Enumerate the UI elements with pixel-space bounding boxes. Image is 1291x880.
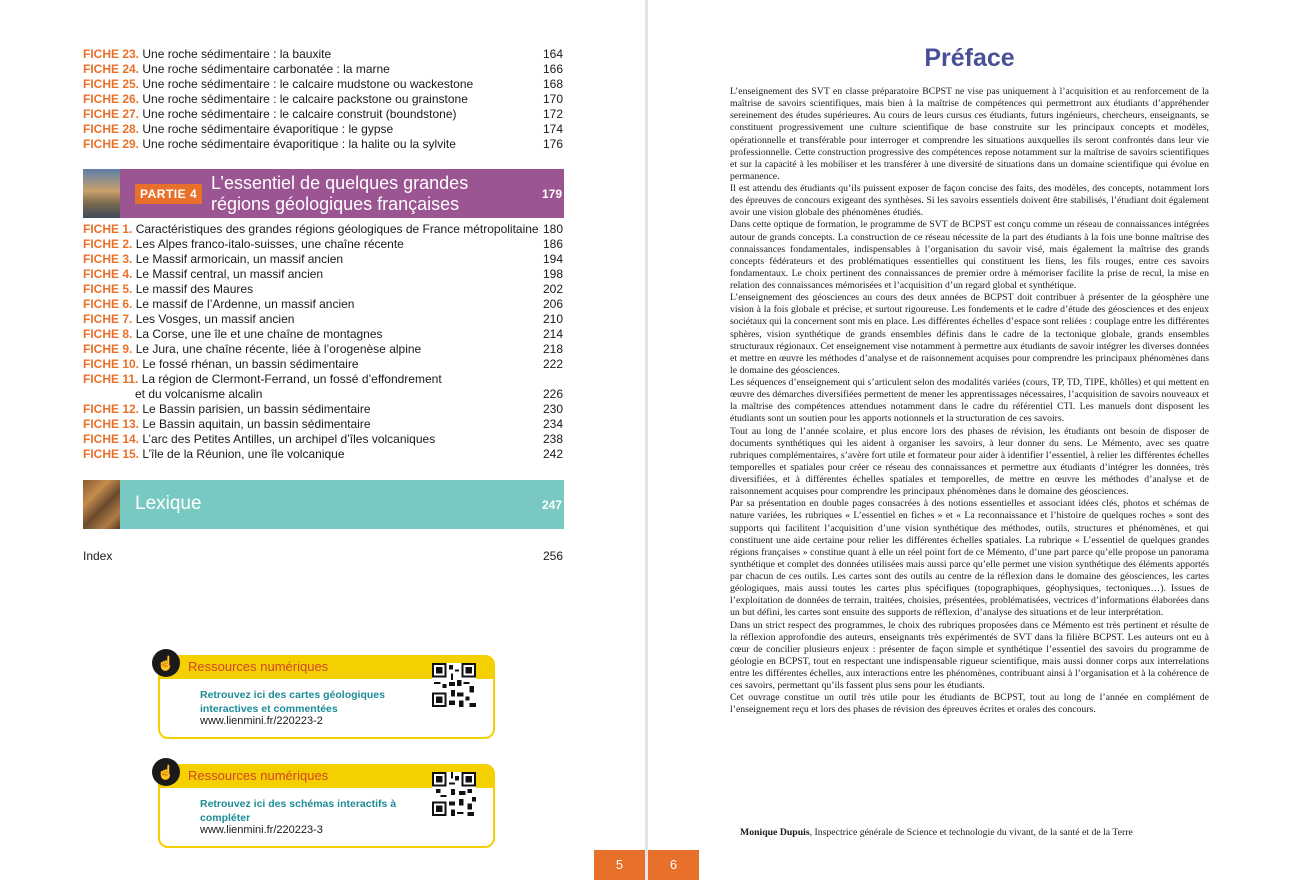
click-hand-icon: ☝ [152, 758, 180, 786]
fiche-title: La Corse, une île et une chaîne de montagnes [135, 327, 383, 341]
fiche-label: FICHE 14. [83, 432, 140, 446]
lexique-title: Lexique [135, 493, 202, 514]
fiche-title: Le massif des Maures [135, 282, 254, 296]
page-number: 234 [542, 417, 563, 431]
preface-paragraph: Tout au long de l’année scolaire, et plus encore lors des phases de révision, les étudiants ont besoin de disposer de documents synthétiques qui les aident à organiser les savoirs, à leur donner du sens. Le Mémento, avec ses quatre rubriques complémentaires, s’avère fort utile et formateur pour aider à identifier l’essentiel, à relier les différentes échelles temporelles et spatiales pour créer ce réseau des connaissances et permettre aux étudiants d’intégrer les données, très diversifiées, et à différentes échelles spatiales et temporelles, de mettre en œuvre les méthodes d’analyse et de raisonnement acquises pour comprendre les principaux phénomènes dans le domaine des géosciences. [730, 425, 1209, 498]
preface-paragraph: Par sa présentation en double pages consacrées à des notions essentielles et associant idées clés, photos et schémas de nature variées, les rubriques « L’essentiel en fiches » et « La reconnaissance et l’histoire de quelques roches » sont des supports qui facilitent l’acquisition d’une vision synthétique des méthodes, outils, structures et phénomènes, et qui constituent une aide certaine pour relier les différentes échelles spatiales. La rubrique « L’essentiel de quelques grandes régions françaises » constitue quant à elle un réel point fort de ce Mémento, d’une part parce qu’elle propose un panorama synthétique et complet des données utilisées mais aussi parce qu’elle permet une vision synthétique des éléments apportés par chacun de ces outils. Les cartes sont des outils au centre de la réflexion dans le domaine des géosciences, les cartes géologiques, mais aussi toutes les cartes plus spécifiques (topographiques, géophysiques, tectoniques…). Issues de l’exploitation de données de terrain, traitées, choisies, présentées, problématisées, vectrices d’informations élaborées dans un but défini, les cartes sont ensuite des supports de réflexion, d’analyse des situations et de leur interprétation. [730, 498, 1209, 619]
page-number: 174 [542, 122, 563, 136]
toc-row[interactable] [83, 222, 563, 237]
fiche-title: L’île de la Réunion, une île volcanique [142, 447, 345, 461]
fiche-title: Une roche sédimentaire évaporitique : le gypse [142, 122, 394, 136]
fiche-label: FICHE 4. [83, 267, 133, 281]
fiche-title: Une roche sédimentaire : la bauxite [142, 47, 332, 61]
fiche-label: FICHE 24. [83, 62, 140, 76]
preface-signature [740, 827, 1220, 839]
part-4-thumbnail-image [83, 169, 120, 218]
toc-row[interactable] [83, 107, 563, 122]
click-hand-icon: ☝ [152, 649, 180, 677]
fiche-title: Une roche sédimentaire : le calcaire mudstone ou wackestone [142, 77, 474, 91]
fiche-label: FICHE 6. [83, 297, 133, 311]
right-page [648, 0, 1291, 880]
fiche-title: L’arc des Petites Antilles, un archipel d’îles volcaniques [142, 432, 436, 446]
page-number: 218 [542, 342, 563, 356]
index-page-number: 256 [542, 549, 563, 563]
page-number: 194 [542, 252, 563, 266]
page-number: 164 [542, 47, 563, 61]
page-number: 186 [542, 237, 563, 251]
toc-row[interactable] [83, 252, 563, 267]
qr-code-icon[interactable] [432, 663, 476, 707]
preface-paragraph: Dans un strict respect des programmes, le choix des rubriques proposées dans ce Mémento est très pertinent et résulte de la réflexion approfondie des auteurs, enseignants très expérimentés de SVT dans la filière BCPST. Les auteurs ont eu à cœur de concilier plusieurs enjeux : présenter de façon simple et synthétique l’essentiel des savoirs du programme de géologie en BCPST, tout en respectant une indispensable rigueur scientifique, mais aussi donner corps aux interrelations entre les différentes échelles, aux interactions entre les phénomènes, contribuant ainsi à l’organisation et à la cohérence de ces savoirs, permettant qu’ils fassent plus sens pour les étudiants. [730, 619, 1209, 692]
toc-row[interactable] [83, 237, 563, 252]
toc-row[interactable] [83, 77, 563, 92]
fiche-label: FICHE 2. [83, 237, 133, 251]
fiche-title: La région de Clermont-Ferrand, un fossé d’effondrement [141, 372, 442, 386]
fiche-title: Une roche sédimentaire carbonatée : la marne [142, 62, 390, 76]
toc-row[interactable] [83, 357, 563, 372]
resource-heading: Ressources numériques [188, 768, 329, 783]
part-tag: PARTIE 4 [135, 184, 202, 204]
fiche-title: Les Alpes franco-italo-suisses, une chaîne récente [135, 237, 404, 251]
preface-title: Préface [924, 44, 1015, 72]
fiche-label: FICHE 10. [83, 357, 140, 371]
page-number: 202 [542, 282, 563, 296]
page-number: 230 [542, 402, 563, 416]
fiche-title: Le Bassin parisien, un bassin sédimentaire [142, 402, 371, 416]
resource-description: Retrouvez ici des schémas interactifs à compléter [200, 798, 397, 824]
fiche-label: FICHE 26. [83, 92, 140, 106]
toc-row[interactable] [83, 312, 563, 327]
digital-resource-box[interactable] [158, 764, 495, 848]
preface-paragraph: Cet ouvrage constitue un outil très utile pour les étudiants de BCPST, tout au long de l’année en complément de l’enseignement reçu et lors des phases de révision des épreuves écrites et orales des concours. [730, 692, 1209, 716]
lexique-page-number: 247 [541, 498, 562, 512]
page-number: 206 [542, 297, 563, 311]
index-title: Index [83, 549, 113, 563]
resource-link[interactable]: www.lienmini.fr/220223-3 [200, 824, 323, 836]
preface-body [730, 86, 1209, 717]
toc-list-part4 [83, 222, 563, 462]
toc-row[interactable] [83, 432, 563, 447]
signature-role: , Inspectrice générale de Science et technologie du vivant, de la santé et de la Terre [809, 827, 1133, 838]
page-number: 168 [542, 77, 563, 91]
part-title: L’essentiel de quelques grandes régions géologiques françaises [211, 173, 469, 214]
preface-paragraph: L’enseignement des géosciences au cours des deux années de BCPST doit contribuer à présenter de la géosphère une vision à la fois globale et précise, et surtout rigoureuse. Les fondements et le cadre d’étude des géosciences et des enjeux sociétaux qui la concernent sont mis en place. Les différentes échelles d’espace sont reliées : couplage entre les différentes sphères, vision synthétique de grands ensembles définis dans le cadre de la tectonique globale, grands ensembles structuraux régionaux. Cet enseignement vise notamment à permettre aux étudiants de savoir intégrer les diverses données et mettre en œuvre les méthodes d’analyse et de raisonnement acquises pour comprendre les principaux phénomènes dans le domaine des géosciences. [730, 292, 1209, 376]
fiche-title: Le Jura, une chaîne récente, liée à l’orogenèse alpine [135, 342, 422, 356]
fiche-label: FICHE 7. [83, 312, 133, 326]
toc-row[interactable] [83, 327, 563, 342]
fiche-label: FICHE 11. [83, 372, 139, 386]
part-page-number: 179 [541, 187, 562, 201]
fiche-title: Une roche sédimentaire : le calcaire packstone ou grainstone [142, 92, 468, 106]
page-number: 214 [542, 327, 563, 341]
fiche-label: FICHE 29. [83, 137, 140, 151]
toc-row[interactable] [83, 297, 563, 312]
toc-row[interactable] [83, 92, 563, 107]
fiche-label: FICHE 9. [83, 342, 133, 356]
toc-list-part3 [83, 47, 563, 152]
resource-heading: Ressources numériques [188, 659, 329, 674]
page-number: 176 [542, 137, 563, 151]
page-number: 172 [542, 107, 563, 121]
preface-paragraph: L’enseignement des SVT en classe préparatoire BCPST ne vise pas uniquement à l’acquisition et au renforcement de la maîtrise de savoirs scientifiques, mais bien à la maîtrise de compétences qui permettront aux étudiants d’appréhender sereinement des études supérieures. Au cours de leurs cursus ces étudiants, futurs ingénieurs, chercheurs, enseignants, se constituent progressivement une culture scientifique de base construite sur les principaux concepts et modèles, opérationnelle et transférable pour interroger et comprendre les situations auxquelles ils seront confrontés dans leur vie professionnelle. Cette construction progressive des compétences repose notamment sur la maîtrise de savoirs scientifiques et sur la capacité à les mobiliser et les transférer à une diversité de situations dans un domaine scientifique qui évolue en permanence. [730, 86, 1209, 182]
fiche-label: FICHE 1. [83, 222, 133, 236]
fiche-label: FICHE 27. [83, 107, 140, 121]
preface-paragraph: Les séquences d’enseignement qui s’articulent selon des modalités variées (cours, TP, TD, TIPE, khôlles) et qui mettent en œuvre des démarches diversifiées permettent de mener les apprentissages nécessaires, l’acquisition de savoirs nouveaux et la maîtrise des compétences attendues notamment dans le cadre du référentiel CTI. Les manuels dont disposent les étudiants sont un soutien pour les apports notionnels et la structuration de ces savoirs. [730, 377, 1209, 425]
page-number: 210 [542, 312, 563, 326]
fiche-title: Caractéristiques des grandes régions géologiques de France métropolitaine [135, 222, 539, 236]
toc-row[interactable] [83, 47, 563, 62]
toc-row[interactable] [83, 447, 563, 462]
fiche-label: FICHE 5. [83, 282, 133, 296]
toc-row[interactable] [83, 342, 563, 357]
page-number: 238 [542, 432, 563, 446]
fiche-label: FICHE 3. [83, 252, 133, 266]
lexique-thumbnail-image [83, 480, 120, 529]
page-number: 226 [542, 387, 563, 401]
fiche-title: Le fossé rhénan, un bassin sédimentaire [142, 357, 359, 371]
toc-row[interactable] [83, 122, 563, 137]
page-number-right: 6 [648, 850, 699, 880]
fiche-label: FICHE 8. [83, 327, 133, 341]
toc-row[interactable] [83, 267, 563, 282]
fiche-title-line2: et du volcanisme alcalin [135, 387, 263, 401]
page-number: 180 [542, 222, 563, 236]
page-number-left: 5 [594, 850, 645, 880]
index-row[interactable] [83, 549, 563, 564]
fiche-label: FICHE 25. [83, 77, 140, 91]
lexique-banner[interactable] [83, 480, 564, 529]
page-number: 166 [542, 62, 563, 76]
preface-paragraph: Dans cette optique de formation, le programme de SVT de BCPST est conçu comme un réseau de connaissances intégrées autour de grands concepts. La construction de ce réseau nécessite de la part des étudiants à la fois une bonne maîtrise des connaissances fondamentales, indispensables à l’organisation du savoir visé, mais également la maîtrise des grands concepts fédérateurs et des problématiques essentielles qui constituent les liens, les fils rouges, entre ces savoirs fondamentaux. Le choix pertinent des connaissances de premier ordre à mémoriser facilite la prise de recul, la mise en relation des connaissances mémorisées et l’acquisition d’un regard global et synthétique. [730, 219, 1209, 291]
page-number: 198 [542, 267, 563, 281]
toc-row[interactable] [83, 372, 563, 402]
preface-paragraph: Il est attendu des étudiants qu’ils puissent exposer de façon concise des faits, des modèles, des concepts, notamment lors des épreuves de concours exigeant des synthèses. Si les savoirs essentiels doivent être stabilisés, l’étudiant doit également avoir une vision globale des phénomènes étudiés. [730, 183, 1209, 219]
fiche-label: FICHE 12. [83, 402, 140, 416]
page-number: 222 [542, 357, 563, 371]
toc-row[interactable] [83, 282, 563, 297]
fiche-title: Les Vosges, un massif ancien [135, 312, 295, 326]
signature-name: Monique Dupuis [740, 827, 810, 838]
toc-row[interactable] [83, 402, 563, 417]
left-page [0, 0, 645, 880]
fiche-title: Le Massif armoricain, un massif ancien [135, 252, 344, 266]
resource-description: Retrouvez ici des cartes géologiques interactives et commentées [200, 689, 385, 715]
fiche-title: Le Bassin aquitain, un bassin sédimentaire [142, 417, 371, 431]
fiche-title: Le massif de l’Ardenne, un massif ancien [135, 297, 355, 311]
fiche-title: Une roche sédimentaire évaporitique : la halite ou la sylvite [142, 137, 456, 151]
page-number: 170 [542, 92, 563, 106]
fiche-label: FICHE 23. [83, 47, 140, 61]
fiche-label: FICHE 13. [83, 417, 140, 431]
page-number: 242 [542, 447, 563, 461]
digital-resource-box[interactable] [158, 655, 495, 739]
toc-row[interactable] [83, 62, 563, 77]
qr-code-icon[interactable] [432, 772, 476, 816]
part-4-banner[interactable] [83, 169, 564, 218]
fiche-title: Une roche sédimentaire : le calcaire construit (boundstone) [142, 107, 457, 121]
resource-link[interactable]: www.lienmini.fr/220223-2 [200, 715, 323, 727]
toc-row[interactable] [83, 417, 563, 432]
fiche-title: Le Massif central, un massif ancien [135, 267, 324, 281]
fiche-label: FICHE 15. [83, 447, 140, 461]
toc-row[interactable] [83, 137, 563, 152]
fiche-label: FICHE 28. [83, 122, 140, 136]
